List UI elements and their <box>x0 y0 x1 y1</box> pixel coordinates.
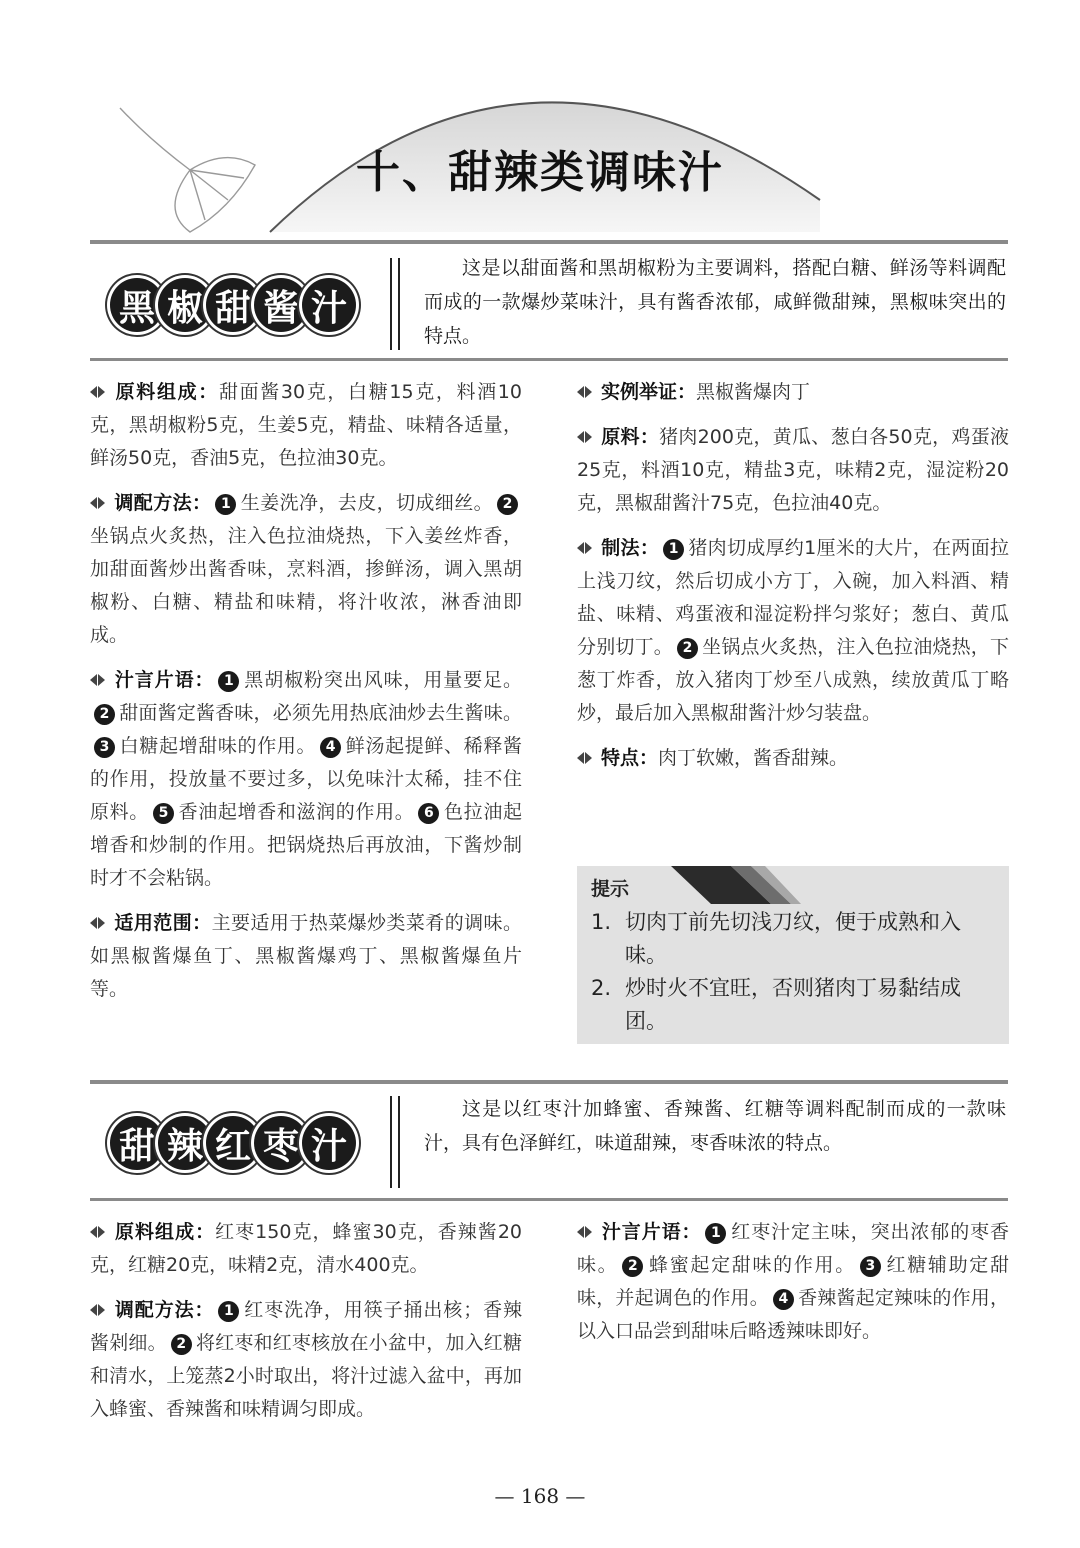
section-intro: 这是以甜面酱和黑胡椒粉为主要调料，搭配白糖、鲜汤等料调配而成的一款爆炒菜味汁，具有酱香浓郁，咸鲜微甜辣，黑椒味突出的特点。 <box>424 257 1006 347</box>
scope-paragraph: 适用范围：主要适用于热菜爆炒类菜肴的调味。如黑椒酱爆鱼丁、黑椒酱爆鸡丁、黑椒酱爆鱼片等。 <box>90 912 522 1000</box>
method-paragraph: 调配方法： 1 红枣洗净，用筷子捅出核；香辣酱剁细。 2 将红枣和红枣核放在小盆中，加入红糖和清水，上笼蒸2小时取出，将汁过滤入盆中，再加入蜂蜜、香辣酱和味精调匀即成。 <box>90 1299 522 1420</box>
step-number-icon: 2 <box>94 704 115 725</box>
step-number-icon: 5 <box>153 803 174 824</box>
bullet-icon <box>90 917 106 929</box>
bullet-icon <box>90 1304 106 1316</box>
heading-char: 汁 <box>302 1116 356 1170</box>
section-intro: 这是以红枣汁加蜂蜜、香辣酱、红糖等调料配制而成的一款味汁，具有色泽鲜红，味道甜辣，枣香味浓的特点。 <box>424 1098 1006 1154</box>
heading-char: 枣 <box>254 1116 308 1170</box>
step-number-icon: 1 <box>218 671 239 692</box>
step-number-icon: 2 <box>622 1256 643 1277</box>
step-number-icon: 6 <box>418 803 439 824</box>
tips-paragraph: 汁言片语： 1 红枣汁定主味，突出浓郁的枣香味。 2 蜂蜜起定甜味的作用。 3 红糖辅助定甜味，并起调色的作用。 4 香辣酱起定辣味的作用，以入口品尝到甜味后略透辣味即好。 <box>577 1221 1009 1342</box>
bullet-icon <box>577 386 593 398</box>
chapter-title: 十、甜辣类调味汁 <box>356 147 724 198</box>
heading-divider <box>390 258 400 350</box>
step-number-icon: 3 <box>860 1256 881 1277</box>
header-arc-decoration <box>0 0 1080 240</box>
heading-divider <box>390 1096 400 1188</box>
bullet-icon <box>577 1226 593 1238</box>
page-number: — 168 — <box>494 1484 586 1508</box>
bullet-icon <box>90 1226 106 1238</box>
step-number-icon: 2 <box>497 494 518 515</box>
bullet-icon <box>577 752 593 764</box>
heading-char: 甜 <box>110 1116 164 1170</box>
heading-char: 辣 <box>158 1116 212 1170</box>
section-top-rule <box>90 240 1008 244</box>
step-number-icon: 2 <box>171 1334 192 1355</box>
left-column <box>90 376 522 1018</box>
section-top-rule <box>90 1080 1008 1084</box>
section-heading-badge <box>110 1108 350 1178</box>
step-number-icon: 4 <box>773 1289 794 1310</box>
step-number-icon: 2 <box>677 638 698 659</box>
right-column <box>577 376 1009 787</box>
left-column <box>90 1216 522 1438</box>
ingredients-paragraph: 原料组成：红枣150克，蜂蜜30克，香辣酱20克，红糖20克，味精2克，清水400克。 <box>90 1221 522 1276</box>
tip-list <box>591 906 1001 1038</box>
step-number-icon: 1 <box>663 539 684 560</box>
steps-paragraph: 制法： 1 猪肉切成厚约1厘米的大片，在两面拉上浅刀纹，然后切成小方丁，入碗，加入料酒、精盐、味精、鸡蛋液和湿淀粉拌匀浆好；葱白、黄瓜分别切丁。 2 坐锅点火炙热，注入色拉油烧热，下葱丁炸香，放入猪肉丁炒至八成熟，续放黄瓜丁略炒，最后加入黑椒甜酱汁炒匀装盘。 <box>577 537 1009 724</box>
feature-paragraph: 特点：肉丁软嫩，酱香甜辣。 <box>577 742 1009 775</box>
step-number-icon: 1 <box>705 1223 726 1244</box>
example-paragraph: 实例举证：黑椒酱爆肉丁 <box>577 376 1009 409</box>
method-paragraph: 调配方法： 1 生姜洗净，去皮，切成细丝。 2坐锅点火炙热，注入色拉油烧热，下入姜丝炸香，加甜面酱炒出酱香味，烹料酒，掺鲜汤，调入黑胡椒粉、白糖、精盐和味精，将汁收浓，淋香油即成。 <box>90 492 522 646</box>
section-bottom-rule <box>90 358 1008 361</box>
tip-item: 2. 炒时火不宜旺，否则猪肉丁易黏结成团。 <box>591 976 961 1033</box>
bullet-icon <box>577 431 593 443</box>
heading-char: 汁 <box>302 278 356 332</box>
heading-char: 黑 <box>110 278 164 332</box>
heading-char: 酱 <box>254 278 308 332</box>
tip-box <box>577 866 1009 1044</box>
bullet-icon <box>90 386 106 398</box>
ingredients-paragraph: 原料组成：甜面酱30克，白糖15克，料酒10克，黑胡椒粉5克，生姜5克，精盐、味精各适量，鲜汤50克，香油5克，色拉油30克。 <box>90 381 522 469</box>
step-number-icon: 1 <box>218 1301 239 1322</box>
raw-paragraph: 原料：猪肉200克，黄瓜、葱白各50克，鸡蛋液25克，料酒10克，精盐3克，味精2克，湿淀粉20克，黑椒甜酱汁75克，色拉油40克。 <box>577 426 1009 514</box>
tip-stripes-decoration <box>661 866 801 904</box>
bullet-icon <box>577 542 593 554</box>
heading-char: 红 <box>206 1116 260 1170</box>
tip-item: 1. 切肉丁前先切浅刀纹，便于成熟和入味。 <box>591 910 961 967</box>
section-bottom-rule <box>90 1198 1008 1201</box>
right-column <box>577 1216 1009 1360</box>
tips-paragraph: 汁言片语： 1 黑胡椒粉突出风味，用量要足。2 甜面酱定酱香味，必须先用热底油炒去生酱味。3 白糖起增甜味的作用。 4 鲜汤起提鲜、稀释酱的作用，投放量不要过多，以免味汁太稀，挂不住原料。 5 香油起增香和滋润的作用。 6 色拉油起增香和炒制的作用。把锅烧热后再放油，下酱炒制时才不会粘锅。 <box>90 669 522 889</box>
section-heading-badge <box>110 270 350 340</box>
bullet-icon <box>90 674 106 686</box>
bullet-icon <box>90 497 106 509</box>
heading-char: 椒 <box>158 278 212 332</box>
step-number-icon: 1 <box>215 494 236 515</box>
step-number-icon: 4 <box>320 737 341 758</box>
tip-label: 提示 <box>591 878 630 900</box>
heading-char: 甜 <box>206 278 260 332</box>
step-number-icon: 3 <box>94 737 115 758</box>
